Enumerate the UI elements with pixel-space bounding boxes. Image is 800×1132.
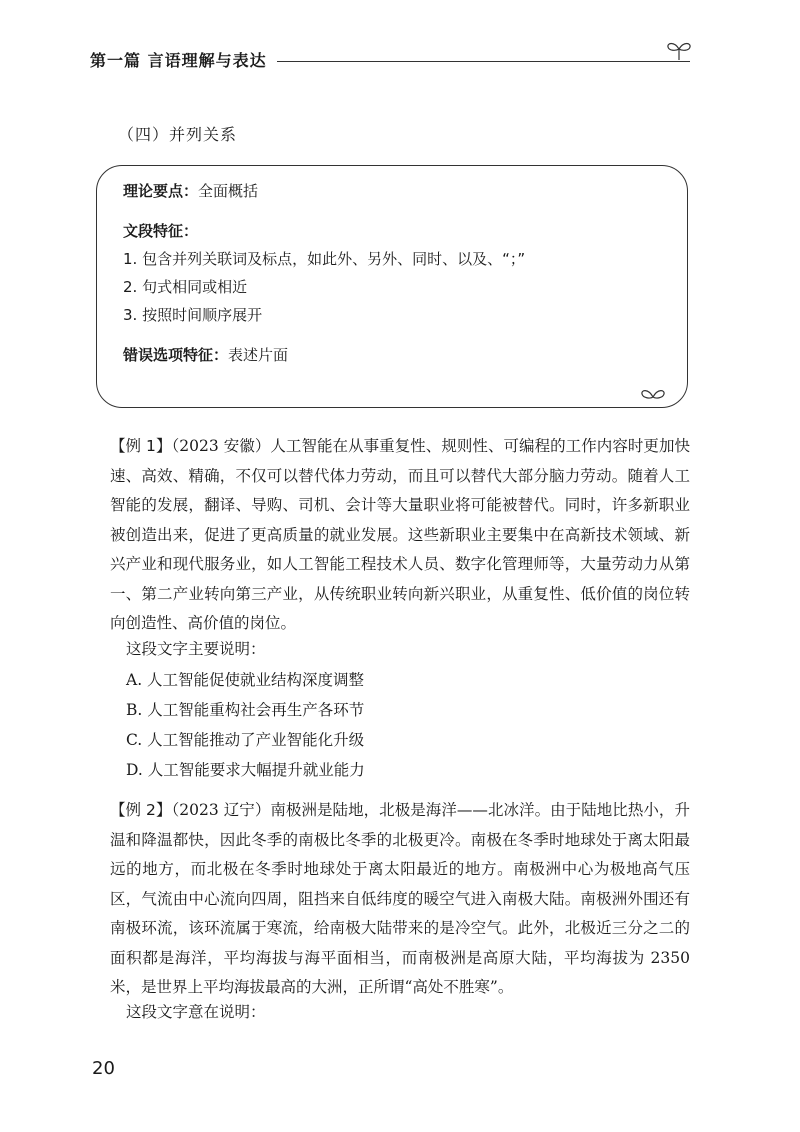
wrong-option-line: [123, 344, 288, 365]
features-label: 文段特征：: [123, 222, 199, 240]
example-2-tag: 【例 2】: [110, 801, 172, 819]
wrong-option-text: 表述片面: [228, 346, 289, 364]
example-2-question: 这段文字意在说明：: [126, 1003, 266, 1021]
sprout-icon: [664, 38, 694, 62]
feature-item-1: 1. 包含并列关联词及标点，如此外、另外、同时、以及、“；”: [123, 250, 526, 268]
page-number: 20: [92, 1058, 115, 1079]
leaf-icon: [639, 385, 667, 401]
key-point-text: 全面概括: [198, 182, 259, 200]
example-2-text: （2023 辽宁）南极洲是陆地，北极是海洋——北冰洋。由于陆地比热小，升温和降温都快，因此冬季的南极比冬季的北极更冷。南极在冬季时地球处于离太阳最远的地方，而北极在冬季时地球处于离太阳最近的地方。南极洲中心为极地高气压区，气流由中心流向四周，阻挡来自低纬度的暖空气进入南极大陆。南极洲外围还有南极环流，该环流属于寒流，给南极大陆带来的是冷空气。此外，北极近三分之二的面积都是海洋，平均海拔与海平面相当，而南极洲是高原大陆，平均海拔为 2350 米，是世界上平均海拔最高的大洲，正所谓“高处不胜寒”。: [110, 801, 690, 996]
key-point-label: 理论要点：: [123, 182, 199, 200]
example-1-option-b: B. 人工智能重构社会再生产各环节: [126, 701, 365, 719]
example-2-passage: [110, 796, 690, 1003]
key-point-line: [123, 180, 258, 201]
feature-item-2: 2. 句式相同或相近: [123, 278, 248, 296]
example-1-tag: 【例 1】: [110, 437, 172, 455]
header-title: 第一篇 言语理解与表达: [90, 50, 267, 70]
header-rule: [277, 61, 690, 62]
example-1-text: （2023 安徽）人工智能在从事重复性、规则性、可编程的工作内容时更加快速、高效、精确，不仅可以替代体力劳动，而且可以替代大部分脑力劳动。随着人工智能的发展，翻译、导购、司机、会计等大量职业将可能被替代。同时，许多新职业被创造出来，促进了更高质量的就业发展。这些新职业主要集中在高新技术领域、新兴产业和现代服务业，如人工智能工程技术人员、数字化管理师等，大量劳动力从第一、第二产业转向第三产业，从传统职业转向新兴职业，从重复性、低价值的岗位转向创造性、高价值的岗位。: [110, 437, 690, 632]
example-1-option-a: A. 人工智能促使就业结构深度调整: [126, 671, 365, 689]
example-1-option-d: D. 人工智能要求大幅提升就业能力: [126, 761, 365, 779]
example-1-question: 这段文字主要说明：: [126, 640, 266, 658]
example-1-option-c: C. 人工智能推动了产业智能化升级: [126, 731, 365, 749]
theory-box: [96, 165, 688, 408]
feature-item-3: 3. 按照时间顺序展开: [123, 306, 263, 324]
example-1-passage: [110, 432, 690, 639]
section-title: （四）并列关系: [118, 125, 238, 144]
running-header: [90, 44, 690, 74]
wrong-option-label: 错误选项特征：: [123, 346, 229, 364]
